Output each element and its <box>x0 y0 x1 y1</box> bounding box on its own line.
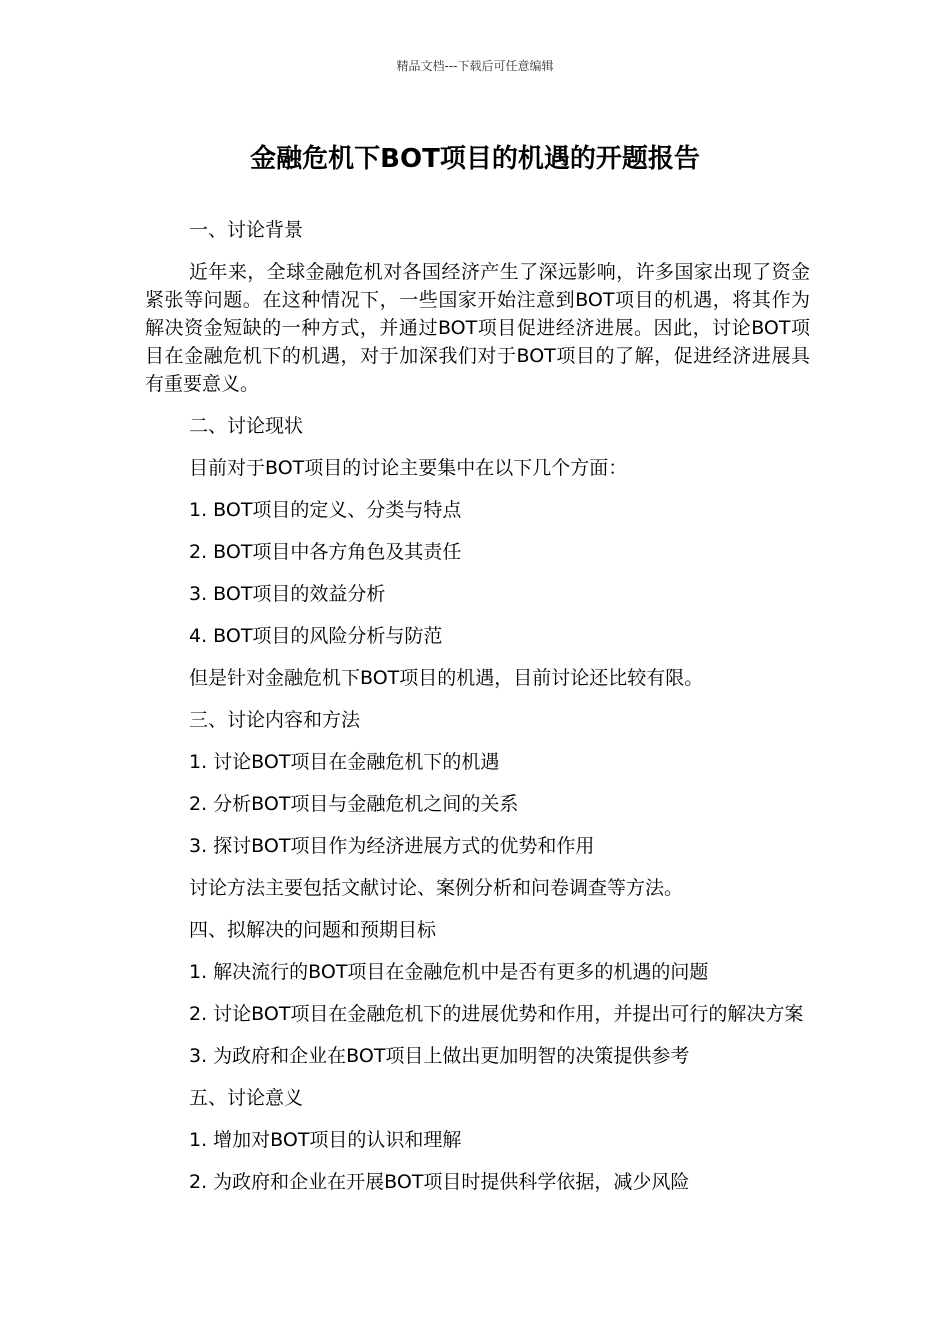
section-heading-significance: 五、讨论意义 <box>189 1087 304 1109</box>
content-list-item: 1. 讨论BOT项目在金融危机下的机遇 <box>189 751 500 773</box>
significance-list-item: 1. 增加对BOT项目的认识和理解 <box>189 1129 462 1151</box>
section-heading-problems-goals: 四、拟解决的问题和预期目标 <box>189 919 437 941</box>
method-paragraph: 讨论方法主要包括文献讨论、案例分析和问卷调查等方法。 <box>189 877 684 899</box>
document-title: 金融危机下BOT项目的机遇的开题报告 <box>250 144 700 174</box>
significance-list-item: 2. 为政府和企业在开展BOT项目时提供科学依据，减少风险 <box>189 1171 690 1193</box>
goals-list-item: 1. 解决流行的BOT项目在金融危机中是否有更多的机遇的问题 <box>189 961 709 983</box>
status-conclusion: 但是针对金融危机下BOT项目的机遇，目前讨论还比较有限。 <box>189 667 704 689</box>
status-list-item: 3. BOT项目的效益分析 <box>189 583 386 605</box>
background-paragraph: 近年来，全球金融危机对各国经济产生了深远影响，许多国家出现了资金紧张等问题。在这种情况下，一些国家开始注意到BOT项目的机遇，将其作为解决资金短缺的一种方式，并通过BOT项目促进经济进展。因此，讨论BOT项目在金融危机下的机遇，对于加深我们对于BOT项目的了解，促进经济进展具有重要意义。 <box>145 261 810 395</box>
section-heading-status: 二、讨论现状 <box>189 415 304 437</box>
content-list-item: 3. 探讨BOT项目作为经济进展方式的优势和作用 <box>189 835 595 857</box>
status-list-item: 2. BOT项目中各方角色及其责任 <box>189 541 462 563</box>
header-note: 精品文档---下载后可任意编辑 <box>396 59 554 73</box>
goals-list-item: 3. 为政府和企业在BOT项目上做出更加明智的决策提供参考 <box>189 1045 690 1067</box>
status-list-item: 4. BOT项目的风险分析与防范 <box>189 625 443 647</box>
status-intro: 目前对于BOT项目的讨论主要集中在以下几个方面： <box>189 457 628 479</box>
goals-list-item: 2. 讨论BOT项目在金融危机下的进展优势和作用，并提出可行的解决方案 <box>189 1003 804 1025</box>
document-body <box>145 216 810 1210</box>
section-heading-content-method: 三、讨论内容和方法 <box>189 709 361 731</box>
section-heading-background: 一、讨论背景 <box>189 219 304 241</box>
content-list-item: 2. 分析BOT项目与金融危机之间的关系 <box>189 793 519 815</box>
status-list-item: 1. BOT项目的定义、分类与特点 <box>189 499 462 521</box>
